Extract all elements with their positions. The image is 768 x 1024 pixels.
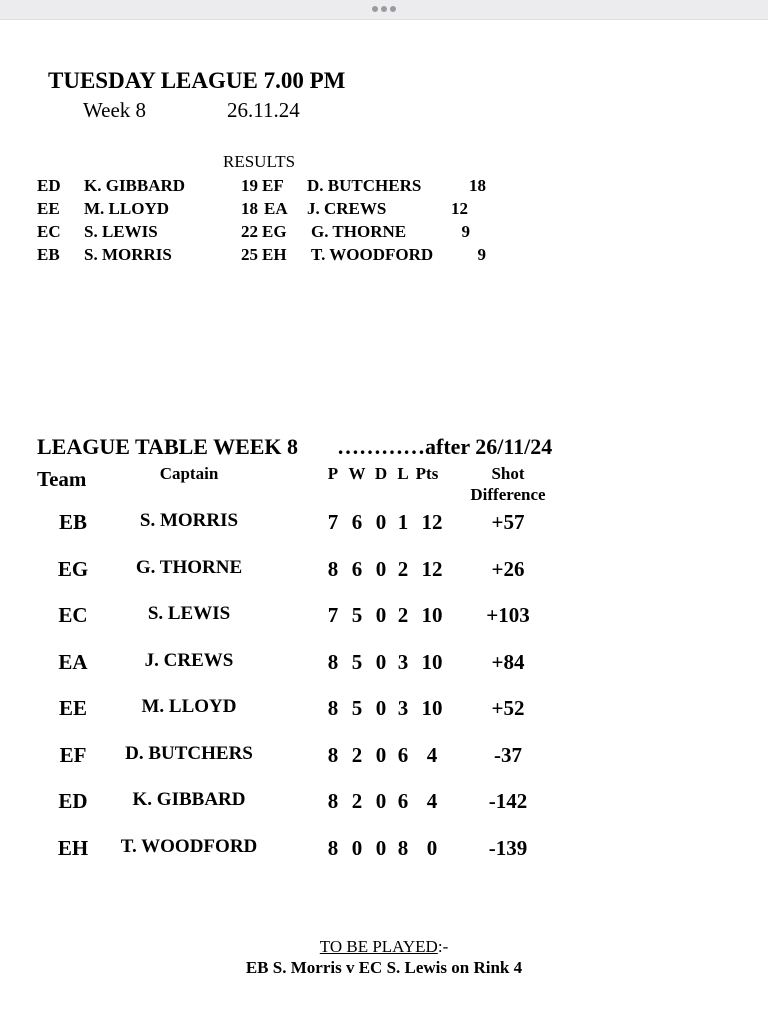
lost-value: 3 <box>397 650 409 674</box>
won-value: 2 <box>351 743 363 767</box>
result-score-home: 19 <box>241 176 258 195</box>
result-score-home: 25 <box>241 245 258 264</box>
header-team: Team <box>37 467 87 491</box>
to-be-played-suffix: :- <box>437 937 449 956</box>
drawn-value: 0 <box>375 603 387 627</box>
result-team-home: ED <box>37 176 61 195</box>
won-value: 0 <box>351 836 363 860</box>
shot-difference-value: +52 <box>491 696 525 720</box>
lost-value: 6 <box>397 789 409 813</box>
header-captain: Captain <box>159 464 219 483</box>
result-captain-away: G. THORNE <box>311 222 407 241</box>
points-value: 4 <box>426 789 438 813</box>
lost-value: 3 <box>397 696 409 720</box>
points-value: 10 <box>421 696 443 720</box>
page-title: TUESDAY LEAGUE 7.00 PM <box>48 68 346 93</box>
shot-difference-value: -37 <box>494 743 522 767</box>
header-points: Pts <box>415 464 439 483</box>
played-value: 8 <box>327 696 339 720</box>
points-value: 12 <box>421 557 443 581</box>
result-captain-away: J. CREWS <box>307 199 387 218</box>
result-team-away: EF <box>262 176 284 195</box>
result-captain-away: T. WOODFORD <box>311 245 434 264</box>
result-score-away: 9 <box>461 222 470 241</box>
team-captain: G. THORNE <box>135 557 243 578</box>
lost-value: 6 <box>397 743 409 767</box>
shot-difference-value: -142 <box>488 789 528 813</box>
to-be-played-heading <box>234 937 534 957</box>
result-score-away: 18 <box>469 176 486 195</box>
team-code: EA <box>58 650 88 674</box>
team-captain: T. WOODFORD <box>120 836 258 857</box>
shot-difference-value: +103 <box>486 603 530 627</box>
lost-value: 8 <box>397 836 409 860</box>
lost-value: 2 <box>397 603 409 627</box>
date-label: 26.11.24 <box>227 98 300 122</box>
team-captain: S. LEWIS <box>147 603 231 624</box>
fixture-text: EB S. Morris v EC S. Lewis on Rink 4 <box>245 958 523 977</box>
played-value: 8 <box>327 557 339 581</box>
result-team-away: EH <box>262 245 287 264</box>
result-score-away: 12 <box>451 199 468 218</box>
shot-difference-value: +84 <box>491 650 525 674</box>
team-captain: K. GIBBARD <box>132 789 246 810</box>
lost-value: 2 <box>397 557 409 581</box>
results-heading: RESULTS <box>223 152 296 171</box>
result-score-home: 22 <box>241 222 258 241</box>
points-value: 12 <box>421 510 443 534</box>
more-options-icon[interactable] <box>372 4 396 14</box>
team-captain: S. MORRIS <box>139 510 239 531</box>
played-value: 8 <box>327 836 339 860</box>
won-value: 2 <box>351 789 363 813</box>
result-captain-home: S. LEWIS <box>84 222 158 241</box>
shot-difference-value: +57 <box>491 510 525 534</box>
league-table-after-date: …………after 26/11/24 <box>337 434 553 459</box>
played-value: 7 <box>327 510 339 534</box>
header-lost: L <box>397 464 409 483</box>
to-be-played-label: TO BE PLAYED <box>319 937 438 956</box>
result-captain-home: S. MORRIS <box>84 245 172 264</box>
drawn-value: 0 <box>375 510 387 534</box>
drawn-value: 0 <box>375 836 387 860</box>
week-label: Week 8 <box>83 98 147 122</box>
result-team-home: EE <box>37 199 60 218</box>
team-code: EE <box>58 696 87 720</box>
window-top-bar <box>0 0 768 20</box>
shot-difference-value: -139 <box>488 836 528 860</box>
header-played: P <box>327 464 339 483</box>
header-difference: Difference <box>470 485 546 504</box>
won-value: 5 <box>351 603 363 627</box>
team-code: EG <box>57 557 89 581</box>
team-captain: M. LLOYD <box>141 696 237 717</box>
team-captain: D. BUTCHERS <box>125 743 253 764</box>
team-captain: J. CREWS <box>144 650 234 671</box>
result-team-away: EA <box>264 199 288 218</box>
header-drawn: D <box>374 464 388 483</box>
played-value: 8 <box>327 743 339 767</box>
drawn-value: 0 <box>375 650 387 674</box>
team-code: EC <box>58 603 88 627</box>
drawn-value: 0 <box>375 696 387 720</box>
drawn-value: 0 <box>375 743 387 767</box>
points-value: 0 <box>426 836 438 860</box>
drawn-value: 0 <box>375 557 387 581</box>
won-value: 6 <box>351 510 363 534</box>
drawn-value: 0 <box>375 789 387 813</box>
result-score-home: 18 <box>241 199 258 218</box>
played-value: 8 <box>327 650 339 674</box>
result-score-away: 9 <box>477 245 486 264</box>
won-value: 5 <box>351 650 363 674</box>
won-value: 6 <box>351 557 363 581</box>
result-captain-away: D. BUTCHERS <box>307 176 422 195</box>
header-shot: Shot <box>491 464 525 483</box>
league-table-title: LEAGUE TABLE WEEK 8 <box>37 434 299 459</box>
result-team-home: EB <box>37 245 60 264</box>
won-value: 5 <box>351 696 363 720</box>
result-team-away: EG <box>262 222 287 241</box>
header-won: W <box>348 464 366 483</box>
result-team-home: EC <box>37 222 61 241</box>
lost-value: 1 <box>397 510 409 534</box>
team-code: ED <box>58 789 88 813</box>
played-value: 7 <box>327 603 339 627</box>
result-captain-home: K. GIBBARD <box>84 176 186 195</box>
points-value: 10 <box>421 650 443 674</box>
team-code: EB <box>58 510 87 534</box>
team-code: EH <box>57 836 89 860</box>
played-value: 8 <box>327 789 339 813</box>
points-value: 10 <box>421 603 443 627</box>
team-code: EF <box>59 743 87 767</box>
points-value: 4 <box>426 743 438 767</box>
shot-difference-value: +26 <box>491 557 525 581</box>
result-captain-home: M. LLOYD <box>84 199 169 218</box>
